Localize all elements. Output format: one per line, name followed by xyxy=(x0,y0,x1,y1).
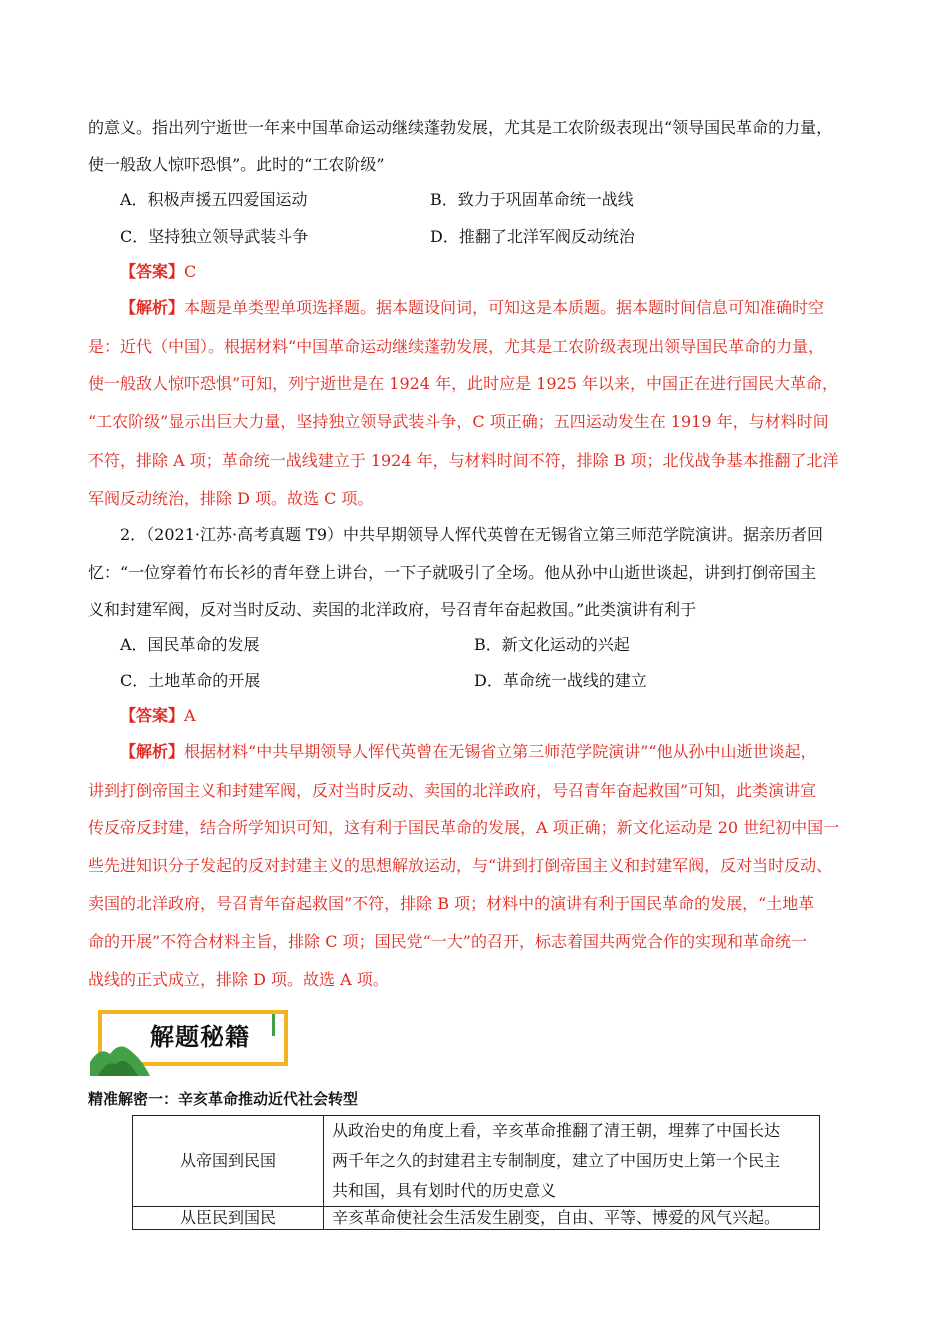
q2-analysis-line-7: 战线的正式成立，排除 D 项。故选 A 项。 xyxy=(88,970,389,989)
q2-option-d: D．革命统一战线的建立 xyxy=(474,671,647,690)
q1-stem-line-2: 使一般敌人惊吓恐惧”。此时的“工农阶级” xyxy=(88,155,385,174)
q1-answer-tag: 【答案】 xyxy=(120,262,185,281)
q1-stem-line-1: 的意义。指出列宁逝世一年来中国革命运动继续蓬勃发展，尤其是工农阶级表现出“领导国民革命的力量， xyxy=(88,118,833,137)
table-content-line: 共和国，具有划时代的历史意义 xyxy=(332,1181,557,1200)
q2-analysis-line-4: 些先进知识分子发起的反对封建主义的思想解放运动，与“讲到打倒帝国主义和封建军阀，反对当时反动、 xyxy=(88,856,833,875)
q2-analysis-line-2: 讲到打倒帝国主义和封建军阀，反对当时反动、卖国的北洋政府，号召青年奋起救国”可知，此类演讲宣 xyxy=(88,781,817,800)
q1-analysis-line-4: “工农阶级”显示出巨大力量，坚持独立领导武装斗争，C 项正确；五四运动发生在 1919 年，与材料时间 xyxy=(88,412,829,431)
table-row xyxy=(133,1116,820,1207)
q1-option-c: C．坚持独立领导武装斗争 xyxy=(120,227,309,246)
table-content-line: 两千年之久的封建君主专制制度，建立了中国历史上第一个民主 xyxy=(332,1151,781,1170)
table-content-line: 从政治史的角度上看，辛亥革命推翻了清王朝，埋葬了中国长达 xyxy=(332,1121,781,1140)
table-cell-content xyxy=(324,1207,820,1230)
table-cell-label: 从帝国到民国 xyxy=(133,1116,324,1207)
q2-analysis-text: 根据材料“中共早期领导人恽代英曾在无锡省立第三师范学院演讲”“他从孙中山逝世谈起， xyxy=(184,742,817,761)
summary-table xyxy=(132,1115,820,1230)
q2-option-c: C．土地革命的开展 xyxy=(120,671,261,690)
q1-analysis-tag: 【解析】 xyxy=(120,298,185,317)
section-title: 精准解密一：辛亥革命推动近代社会转型 xyxy=(88,1090,359,1108)
q2-answer-value: A xyxy=(184,706,196,725)
q2-stem-line-3: 义和封建军阀，反对当时反动、卖国的北洋政府，号召青年奋起救国。”此类演讲有利于 xyxy=(88,600,697,619)
table-cell-content xyxy=(324,1116,820,1207)
q1-analysis-text: 本题是单类型单项选择题。据本题设问词，可知这是本质题。据本题时间信息可知准确时空 xyxy=(184,298,825,317)
mountain-icon xyxy=(90,1032,150,1076)
q1-analysis-line-6: 军阀反动统治，排除 D 项。故选 C 项。 xyxy=(88,489,374,508)
q2-analysis-line-5: 卖国的北洋政府，号召青年奋起救国”不符，排除 B 项；材料中的演讲有利于国民革命的发展，“土地革 xyxy=(88,894,815,913)
q2-analysis-tag: 【解析】 xyxy=(120,742,185,761)
q1-option-d: D．推翻了北洋军阀反动统治 xyxy=(430,227,635,246)
table-cell-label: 从臣民到国民 xyxy=(133,1207,324,1230)
q1-analysis-line-5: 不符，排除 A 项；革命统一战线建立于 1924 年，与材料时间不符，排除 B 项；北伐战争基本推翻了北洋 xyxy=(88,451,839,470)
q1-answer-value: C xyxy=(184,262,197,281)
q2-stem-line-1: 2．（2021·江苏·高考真题 T9）中共早期领导人恽代英曾在无锡省立第三师范学院演讲。据亲历者回 xyxy=(120,525,824,544)
badge-title: 解题秘籍 xyxy=(150,1023,250,1051)
q1-analysis-line-2: 是：近代（中国）。根据材料“中国革命运动继续蓬勃发展，尤其是工农阶级表现出领导国民革命的力量， xyxy=(88,337,825,356)
q1-analysis-line-1 xyxy=(120,298,824,318)
badge-accent-bar xyxy=(272,1014,275,1036)
q2-analysis-line-1 xyxy=(120,742,817,762)
table-row xyxy=(133,1207,820,1230)
q2-analysis-line-6: 命的开展”不符合材料主旨，排除 C 项；国民党“一大”的召开，标志着国共两党合作的实现和革命统一 xyxy=(88,932,807,951)
q1-option-b: B．致力于巩固革命统一战线 xyxy=(430,190,634,209)
q1-answer xyxy=(120,262,196,282)
q2-option-b: B．新文化运动的兴起 xyxy=(474,635,630,654)
table-content-line: 辛亥革命使社会生活发生剧变，自由、平等、博爱的风气兴起。 xyxy=(332,1208,781,1227)
q2-stem-line-2: 忆：“一位穿着竹布长衫的青年登上讲台，一下子就吸引了全场。他从孙中山逝世谈起，讲到打倒帝国主 xyxy=(88,563,817,582)
q2-answer-tag: 【答案】 xyxy=(120,706,185,725)
q2-option-a: A．国民革命的发展 xyxy=(120,635,260,654)
q2-answer xyxy=(120,706,196,726)
q2-analysis-line-3: 传反帝反封建，结合所学知识可知，这有利于国民革命的发展，A 项正确；新文化运动是 20 世纪初中国一 xyxy=(88,818,840,837)
q1-option-a: A．积极声援五四爱国运动 xyxy=(120,190,308,209)
tips-badge xyxy=(90,1008,296,1072)
q1-analysis-line-3: 使一般敌人惊吓恐惧”可知，列宁逝世是在 1924 年，此时应是 1925 年以来，中国正在进行国民大革命， xyxy=(88,374,838,393)
